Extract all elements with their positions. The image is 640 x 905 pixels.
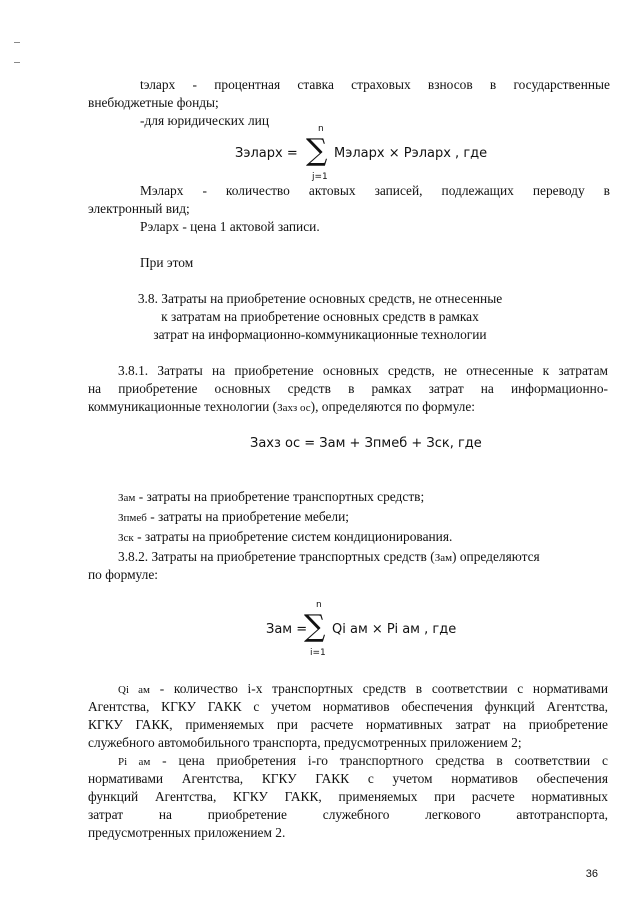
definition-line: Зск - затраты на приобретение систем кондиционирования. xyxy=(118,529,453,544)
symbol: Зск xyxy=(118,532,134,544)
text-line: затрат на приобретение служебного легкового автотранспорта, xyxy=(88,807,608,822)
page-number: 36 xyxy=(585,868,598,880)
text-line: tэларх - процентная ставка страховых взносов в государственные xyxy=(140,77,610,92)
text-line: Mэларх - количество актовых записей, подлежащих переводу в xyxy=(140,183,610,198)
sum-lower-limit: i=1 xyxy=(310,648,326,658)
definition-line: Зам - затраты на приобретение транспортных средств; xyxy=(118,489,425,504)
text-line: коммуникационные технологии (Захз ос), определяются по формуле: xyxy=(88,399,476,414)
sum-sign: ∑ xyxy=(304,609,326,644)
text-line: -для юридических лиц xyxy=(140,113,269,128)
section-heading-line: к затратам на приобретение основных средств в рамках xyxy=(161,309,479,324)
text-line: служебного автомобильного транспорта, предусмотренных приложением 2; xyxy=(88,735,522,750)
sum-sign: ∑ xyxy=(306,133,328,168)
text-line: Qi ам - количество i-х транспортных средств в соответствии с нормативами xyxy=(118,681,609,696)
text-line: на приобретение основных средств в рамках затрат на информационно- xyxy=(88,381,608,396)
margin-mark xyxy=(14,42,20,43)
symbol: Qi ам xyxy=(118,684,150,696)
inline-symbol: Зам xyxy=(434,552,453,564)
text-line: электронный вид; xyxy=(88,201,190,216)
text-line: 3.8.2. Затраты на приобретение транспортных средств (Зам) определяются xyxy=(118,549,540,564)
text-line: 3.8.1. Затраты на приобретение основных средств, не отнесенные к затратам xyxy=(118,363,608,378)
text-line: нормативами Агентства, КГКУ ГАКК с учетом нормативов обеспечения xyxy=(88,771,608,786)
sum-lower-limit: j=1 xyxy=(312,172,328,182)
margin-mark xyxy=(14,62,20,63)
text-line: Pэларх - цена 1 актовой записи. xyxy=(140,219,320,234)
formula-total: Захз ос = Зам + Зпмеб + Зск, где xyxy=(250,436,482,451)
inline-symbol: Захз ос xyxy=(277,402,311,414)
text-line: внебюджетные фонды; xyxy=(88,95,219,110)
formula-body: Mэларх × Pэларх , где xyxy=(334,146,488,161)
text-line: Агентства, КГКУ ГАКК с учетом нормативов обеспечения функций Агентства, xyxy=(88,699,608,714)
text-line: функций Агентства, КГКУ ГАКК, применяемых при расчете нормативных xyxy=(88,789,608,804)
definition-line: Зпмеб - затраты на приобретение мебели; xyxy=(118,509,350,524)
text-line: Pi ам - цена приобретения i-го транспортного средства в соответствии с xyxy=(118,753,608,768)
formula-lhs: Зэларх = xyxy=(235,146,298,161)
section-heading-line: 3.8. Затраты на приобретение основных средств, не отнесенные xyxy=(137,291,503,306)
symbol: Зам xyxy=(118,492,136,504)
formula-lhs: Зам = xyxy=(266,622,308,637)
formula-body: Qi ам × Pi ам , где xyxy=(332,622,457,637)
symbol: Зпмеб xyxy=(118,512,147,524)
symbol: Pi ам xyxy=(118,756,151,768)
section-heading-line: затрат на информационно-коммуникационные технологии xyxy=(153,327,487,342)
sum-upper-limit: n xyxy=(318,124,324,134)
text-line: предусмотренных приложением 2. xyxy=(88,825,286,840)
text-line: КГКУ ГАКК, применяемых при расчете нормативных затрат на приобретение xyxy=(88,717,608,732)
sum-upper-limit: n xyxy=(316,600,322,610)
text-line: по формуле: xyxy=(88,567,158,582)
text-line: При этом xyxy=(140,255,194,270)
